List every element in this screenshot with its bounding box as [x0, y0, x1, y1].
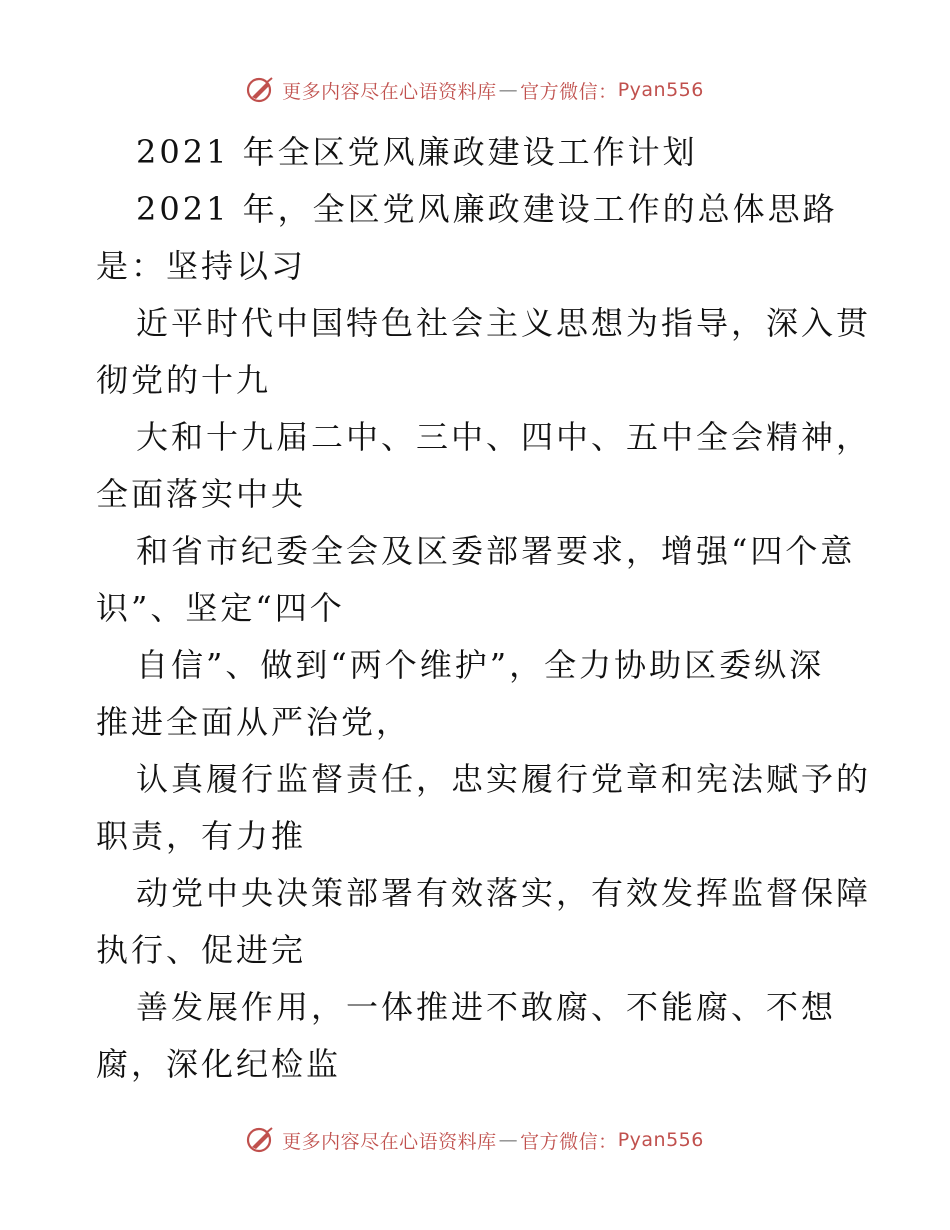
header-watermark	[0, 70, 950, 110]
paragraph-line: 职责，有力推	[96, 817, 307, 855]
pen-logo-icon	[246, 75, 276, 105]
paragraph-line: 自信”、做到“两个维护”，全力协助区委纵深	[136, 646, 825, 684]
paragraph-line: 大和十九届二中、三中、四中、五中全会精神，	[136, 418, 872, 456]
watermark-text: 更多内容尽在心语资料库	[282, 1130, 497, 1153]
paragraph-line: 彻党的十九	[96, 361, 272, 399]
watermark-text: 更多内容尽在心语资料库	[282, 80, 497, 103]
watermark-wechat-id: Pyan556	[617, 79, 704, 101]
paragraph-line: 腐，深化纪检监	[96, 1045, 342, 1083]
watermark-wechat-id: Pyan556	[617, 1129, 704, 1151]
paragraph-line: 善发展作用，一体推进不敢腐、不能腐、不想	[136, 988, 837, 1026]
paragraph-line: 是：坚持以习	[96, 247, 307, 285]
document-title: 2021 年全区党风廉政建设工作计划	[136, 133, 698, 171]
watermark-separator: —	[498, 79, 519, 101]
paragraph-line: 和省市纪委全会及区委部署要求，增强“四个意	[136, 532, 856, 570]
paragraph-line: 认真履行监督责任，忠实履行党章和宪法赋予的	[136, 760, 872, 798]
watermark-wechat-label: 官方微信：	[520, 1130, 618, 1153]
paragraph-line: 推进全面从严治党，	[96, 703, 412, 741]
watermark-separator: —	[498, 1129, 519, 1151]
paragraph-line: 2021 年，全区党风廉政建设工作的总体思路	[136, 190, 838, 228]
paragraph-line: 全面落实中央	[96, 475, 307, 513]
footer-watermark	[0, 1120, 950, 1160]
pen-logo-icon	[246, 1125, 276, 1155]
paragraph-line: 近平时代中国特色社会主义思想为指导，深入贯	[136, 304, 872, 342]
paragraph-line: 动党中央决策部署有效落实，有效发挥监督保障	[136, 874, 872, 912]
watermark-wechat-label: 官方微信：	[520, 80, 618, 103]
paragraph-line: 识”、坚定“四个	[96, 589, 345, 627]
paragraph-line: 执行、促进完	[96, 931, 307, 969]
document-body	[96, 124, 872, 1093]
